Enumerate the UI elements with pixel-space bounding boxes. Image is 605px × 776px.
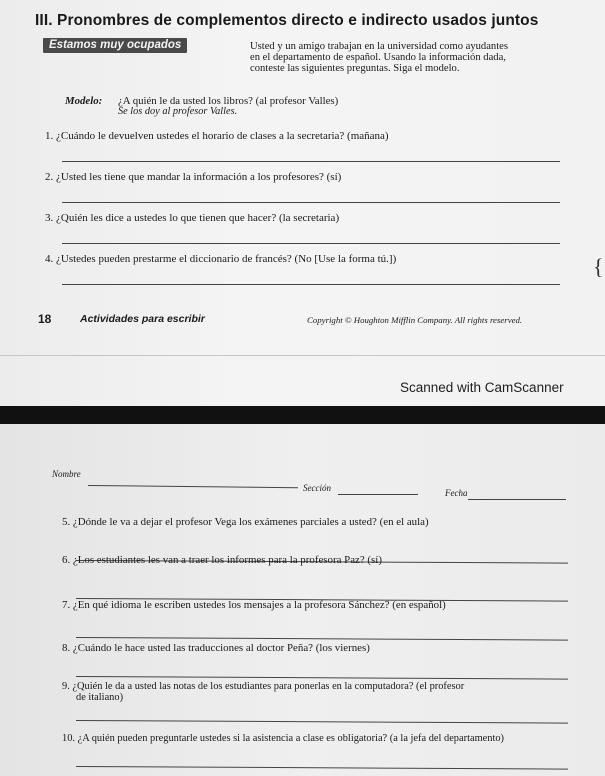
answer-line-8[interactable] <box>76 676 568 680</box>
question-10: 10. ¿A quién pueden preguntarle ustedes si la asistencia a clase es obligatoria? (a la jefa del departamento) <box>62 733 504 744</box>
model-label: Modelo: <box>65 95 103 107</box>
exercise-banner: Estamos muy ocupados <box>43 38 187 53</box>
answer-line-7[interactable] <box>76 637 568 641</box>
page-divider <box>0 406 605 424</box>
copyright-notice: Copyright © Houghton Mifflin Company. All rights reserved. <box>307 315 523 325</box>
answer-line-3[interactable] <box>62 243 560 244</box>
scanner-watermark: Scanned with CamScanner <box>400 380 564 395</box>
page-number: 18 <box>38 312 52 326</box>
fecha-field-line[interactable] <box>468 499 566 500</box>
page-edge-line <box>0 355 605 356</box>
question-9: 9. ¿Quién le da a usted las notas de los estudiantes para ponerlas en la computadora? (el profesor <box>62 681 465 692</box>
answer-line-1[interactable] <box>62 161 560 162</box>
question-8: 8. ¿Cuándo le hace usted las traducciones al doctor Peña? (los viernes) <box>62 642 370 654</box>
question-4: 4. ¿Ustedes pueden prestarme el diccionario de francés? (No [Use la forma tú.]) <box>45 253 397 265</box>
seccion-field-line[interactable] <box>338 494 418 495</box>
question-1: 1. ¿Cuándo le devuelven ustedes el horario de clases a la secretaria? (mañana) <box>45 130 389 142</box>
question-5: 5. ¿Dónde le va a dejar el profesor Vega los exámenes parciales a usted? (en el aula) <box>62 516 429 528</box>
question-6: 6. ¿Los estudiantes les van a traer los informes para la profesora Paz? (sí) <box>62 554 382 566</box>
model-answer: Se los doy al profesor Valles. <box>118 106 238 117</box>
nombre-label: Nombre <box>52 469 81 479</box>
intro-line-3: conteste las siguientes preguntas. Siga el modelo. <box>250 63 460 74</box>
answer-line-4[interactable] <box>62 284 560 285</box>
intro-line-1: Usted y un amigo trabajan en la universidad como ayudantes <box>250 41 509 52</box>
answer-line-9[interactable] <box>76 720 568 724</box>
footer-section-label: Actividades para escribir <box>80 313 205 325</box>
question-3: 3. ¿Quién les dice a ustedes lo que tienen que hacer? (la secretaria) <box>45 212 340 224</box>
question-7: 7. ¿En qué idioma le escriben ustedes los mensajes a la profesora Sánchez? (en español) <box>62 599 446 611</box>
side-bracket-mark: { <box>593 254 604 279</box>
model-question: ¿A quién le da usted los libros? (al profesor Valles) <box>118 95 339 107</box>
seccion-label: Sección <box>303 483 331 493</box>
intro-line-2: en el departamento de español. Usando la información dada, <box>250 52 506 63</box>
answer-line-2[interactable] <box>62 202 560 203</box>
section-title: III. Pronombres de complementos directo e indirecto usados juntos <box>35 12 539 29</box>
question-9-continued: de italiano) <box>76 692 124 703</box>
worksheet-page-2 <box>0 424 605 776</box>
fecha-label: Fecha <box>445 488 468 498</box>
question-2: 2. ¿Usted les tiene que mandar la información a los profesores? (sí) <box>45 171 342 183</box>
answer-line-10[interactable] <box>76 766 568 770</box>
nombre-field-line[interactable] <box>88 485 298 488</box>
